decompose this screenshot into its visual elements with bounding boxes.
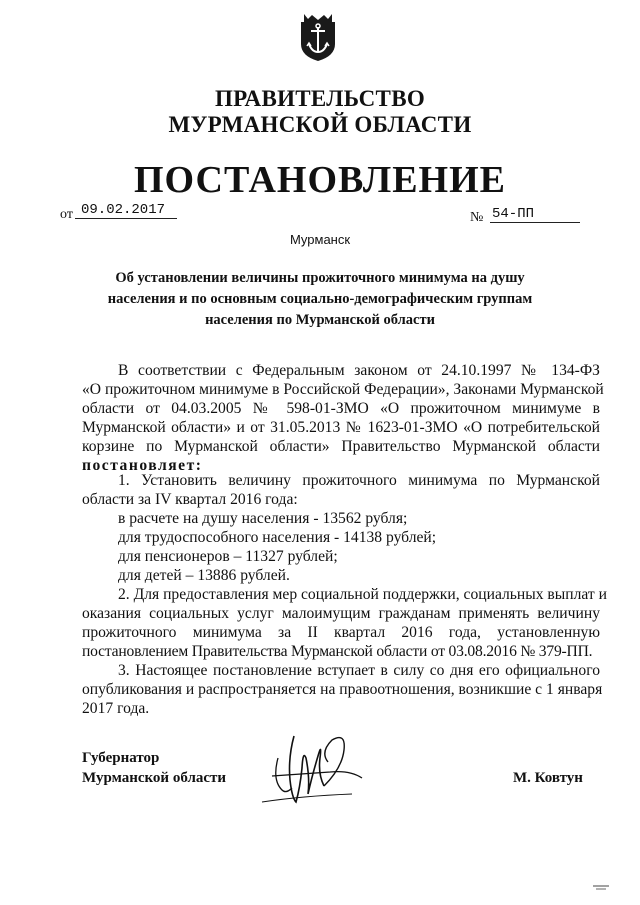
- government-title-line2: МУРМАНСКОЙ ОБЛАСТИ: [168, 112, 472, 137]
- body-line: В соответствии с Федеральным законом от 24.10.1997 № 134-ФЗ: [118, 362, 600, 379]
- city-name: Мурманск: [289, 232, 351, 247]
- body-line: корзине по Мурманской области» Правительство Мурманской области: [82, 438, 600, 455]
- body-line: 1. Установить величину прожиточного минимума по Мурманской: [118, 472, 600, 489]
- body-line: постановлением Правительства Мурманской области от 03.08.2016 № 379-ПП.: [82, 643, 593, 660]
- body-line: «О прожиточном минимуме в Российской Федерации», Законами Мурманской: [82, 381, 604, 398]
- number-label: №: [470, 210, 484, 225]
- body-line: 2017 года.: [82, 700, 150, 717]
- signer-position-line1: Губернатор: [82, 750, 160, 766]
- body-line: 3. Настоящее постановление вступает в силу со дня его официального: [118, 662, 600, 679]
- body-line: области за IV квартал 2016 года:: [82, 491, 298, 508]
- subject-line: населения по Мурманской области: [205, 312, 435, 328]
- body-line: опубликования и распространяется на правоотношения, возникшие с 1 января: [82, 681, 603, 698]
- subject-line: населения и по основным социально-демографическим группам: [107, 291, 533, 307]
- body-line: для детей – 13886 рублей.: [118, 567, 290, 584]
- subject-line: Об установлении величины прожиточного минимума на душу: [115, 270, 525, 286]
- body-line: для трудоспособного населения - 14138 рублей;: [118, 529, 437, 546]
- page-marker-icon: [592, 878, 610, 888]
- date-label: от: [60, 207, 73, 222]
- body-line: 2. Для предоставления мер социальной поддержки, социальных выплат и: [118, 586, 607, 603]
- signer-name: М. Ковтун: [513, 770, 583, 786]
- date-value: 09.02.2017: [75, 202, 177, 219]
- body-line-resolves: постановляет:: [82, 457, 203, 474]
- body-line: оказания социальных услуг малоимущим гражданам применять величину: [82, 605, 600, 622]
- government-title-line1: ПРАВИТЕЛЬСТВО: [214, 86, 426, 111]
- signer-position-line2: Мурманской области: [82, 770, 227, 786]
- body-line: области от 04.03.2005 № 598-01-ЗМО «О прожиточном минимуме в: [82, 400, 600, 417]
- number-value: 54-ПП: [490, 206, 580, 223]
- body-line: для пенсионеров – 11327 рублей;: [118, 548, 338, 565]
- body-line: прожиточного минимума за II квартал 2016 года, установленную: [82, 624, 600, 641]
- handwritten-signature: [232, 728, 372, 808]
- coat-of-arms-icon: [298, 12, 338, 62]
- body-line: Мурманской области» и от 31.05.2013 № 1623-01-ЗМО «О потребительской: [82, 419, 600, 436]
- document-type-heading: ПОСТАНОВЛЕНИЕ: [133, 159, 507, 201]
- body-line: в расчете на душу населения - 13562 рубля;: [118, 510, 408, 527]
